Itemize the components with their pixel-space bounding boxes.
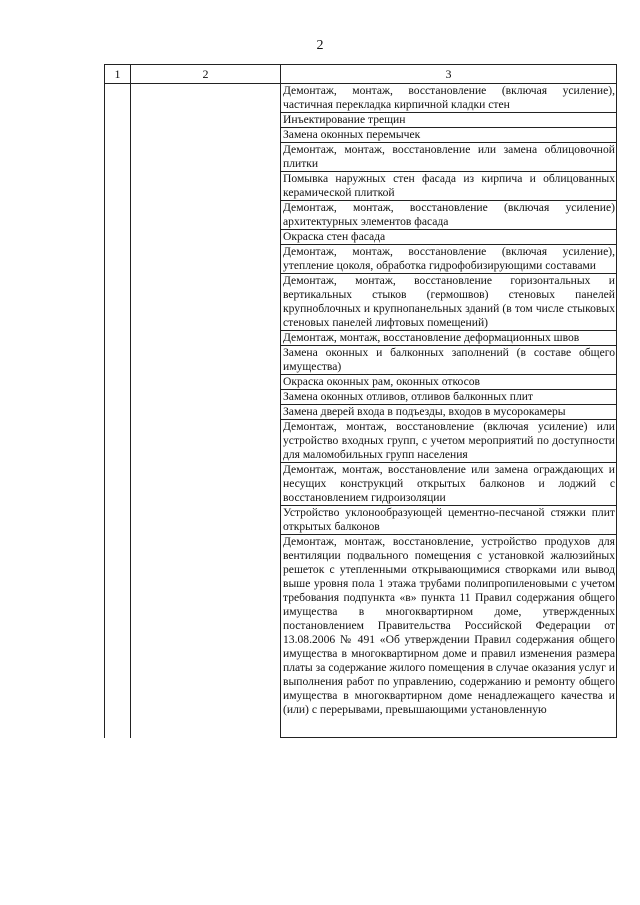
column-header-3: 3 [281, 65, 617, 84]
work-item: Инъектирование трещин [281, 113, 617, 128]
work-item: Демонтаж, монтаж, восстановление (включая усиление) или устройство входных групп, с учетом мероприятий по доступности для маломобильных групп населения [281, 420, 617, 463]
work-item: Окраска стен фасада [281, 230, 617, 245]
column-header-2: 2 [131, 65, 281, 84]
work-item: Демонтаж, монтаж, восстановление (включая усиление) архитектурных элементов фасада [281, 201, 617, 230]
table-header-row [105, 65, 617, 84]
work-item: Замена оконных перемычек [281, 128, 617, 143]
work-item: Замена оконных отливов, отливов балконных плит [281, 390, 617, 405]
work-item: Устройство уклонообразующей цементно-песчаной стяжки плит открытых балконов [281, 506, 617, 535]
work-item: Демонтаж, монтаж, восстановление или замена ограждающих и несущих конструкций открытых балконов и лоджий с восстановлением гидроизоляции [281, 463, 617, 506]
work-item: Демонтаж, монтаж, восстановление горизонтальных и вертикальных стыков (гермошвов) стеновых панелей крупноблочных и крупнопанельных зданий (в том числе стыковых стеновых панелей лифтовых помещений) [281, 274, 617, 331]
work-item: Окраска оконных рам, оконных откосов [281, 375, 617, 390]
work-item: Демонтаж, монтаж, восстановление (включая усиление), утепление цоколя, обработка гидрофобизирующими составами [281, 245, 617, 274]
work-item: Демонтаж, монтаж, восстановление или замена облицовочной плитки [281, 143, 617, 172]
work-item: Демонтаж, монтаж, восстановление (включая усиление), частичная перекладка кирпичной кладки стен [281, 84, 617, 113]
work-item: Замена дверей входа в подъезды, входов в мусорокамеры [281, 405, 617, 420]
works-table [104, 64, 617, 738]
column-header-1: 1 [105, 65, 131, 84]
column-1-cell [105, 84, 131, 738]
work-item: Демонтаж, монтаж, восстановление деформационных швов [281, 331, 617, 346]
work-item: Замена оконных и балконных заполнений (в составе общего имущества) [281, 346, 617, 375]
column-2-cell [131, 84, 281, 738]
work-item: Помывка наружных стен фасада из кирпича и облицованных керамической плиткой [281, 172, 617, 201]
table-row [105, 84, 617, 113]
page-number: 2 [316, 38, 324, 53]
work-item: Демонтаж, монтаж, восстановление, устройство продухов для вентиляции подвального помещения с установкой жалюзийных решеток с утепленными открывающимися створками или вывод выше уровня пола 1 этажа трубами полипропиленовыми с учетом требования подпункта «в» пункта 11 Правил содержания общего имущества в многоквартирном доме, утвержденных постановлением Правительства Российской Федерации от 13.08.2006 № 491 «Об утверждении Правил содержания общего имущества в многоквартирном доме и правил изменения размера платы за содержание жилого помещения в случае оказания услуг и выполнения работ по управлению, содержанию и ремонту общего имущества в многоквартирном доме ненадлежащего качества и (или) с перерывами, превышающими установленную [281, 535, 617, 738]
